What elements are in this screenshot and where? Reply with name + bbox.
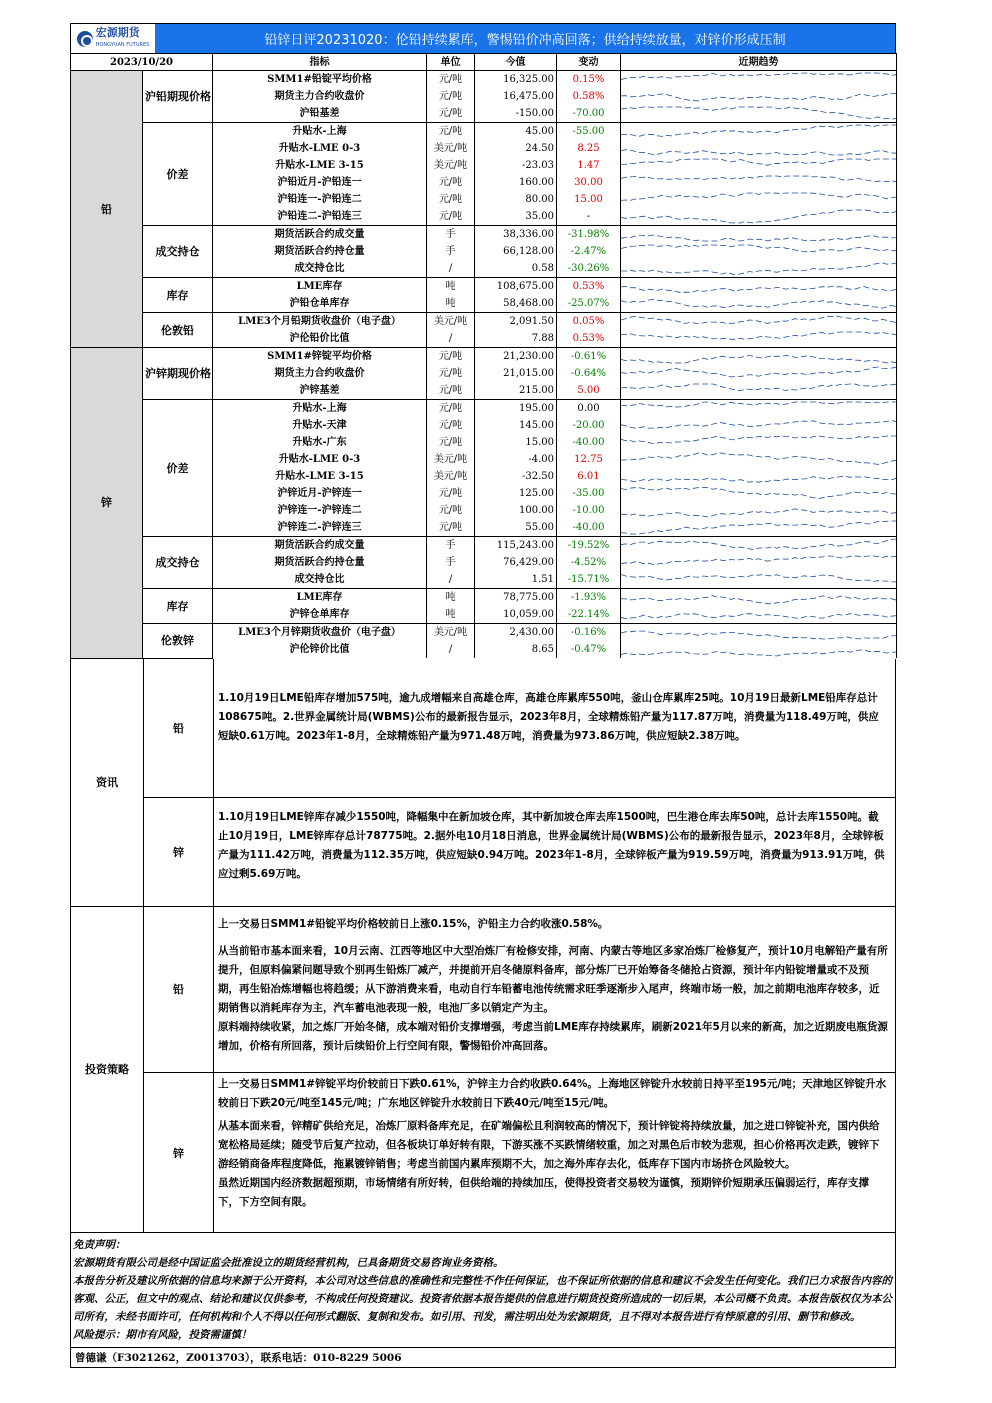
indicator-name: 升贴水-LME 0-3 — [213, 451, 427, 468]
indicator-name: 升贴水-天津 — [213, 417, 427, 434]
trend-cell — [621, 537, 897, 555]
trend-sparkline — [621, 278, 896, 295]
col-trend: 近期趋势 — [621, 54, 897, 71]
news-lead — [143, 659, 895, 797]
trend-sparkline — [621, 260, 896, 277]
trend-sparkline — [621, 140, 896, 157]
logo-name: 宏源期货 — [95, 25, 140, 39]
indicator-unit: 美元/吨 — [427, 624, 475, 642]
indicator-name: SMM1#铅锭平均价格 — [213, 71, 427, 89]
indicator-name: 升贴水-LME 0-3 — [213, 140, 427, 157]
trend-sparkline — [621, 174, 896, 191]
trend-sparkline — [621, 382, 896, 399]
trend-sparkline — [621, 71, 896, 88]
indicator-value: 80.00 — [475, 191, 557, 208]
indicator-change: 0.53% — [557, 330, 621, 348]
trend-cell — [621, 554, 897, 571]
indicator-change: 1.47 — [557, 157, 621, 174]
indicator-value: 58,468.00 — [475, 295, 557, 313]
indicator-name: 沪锌近月-沪锌连一 — [213, 485, 427, 502]
indicator-value: -23.03 — [475, 157, 557, 174]
news-zinc-label: 锌 — [144, 798, 214, 907]
indicator-value: 8.65 — [475, 641, 557, 658]
table-row — [71, 624, 897, 642]
indicator-value: 35.00 — [475, 208, 557, 226]
indicator-value: -150.00 — [475, 105, 557, 123]
indicator-change: -22.14% — [557, 606, 621, 624]
analyst-contact: 曾德谦（F3021262，Z0013703），联系电话：010-8229 5006 — [70, 1348, 896, 1368]
strategy-zinc — [143, 1072, 895, 1233]
indicator-value: 7.88 — [475, 330, 557, 348]
trend-sparkline — [621, 400, 896, 417]
group-label: 成交持仓 — [143, 226, 213, 278]
trend-cell — [621, 105, 897, 123]
indicator-change: -2.47% — [557, 243, 621, 260]
indicator-unit: 元/吨 — [427, 502, 475, 519]
indicator-value: 78,775.00 — [475, 589, 557, 607]
indicator-name: 沪锌连一-沪锌连二 — [213, 502, 427, 519]
trend-sparkline — [621, 537, 896, 554]
indicator-unit: 元/吨 — [427, 417, 475, 434]
table-row — [71, 226, 897, 244]
indicator-name: 升贴水-LME 3-15 — [213, 468, 427, 485]
disclaimer-title: 免责声明： — [73, 1238, 126, 1251]
indicator-unit: 元/吨 — [427, 174, 475, 191]
trend-sparkline — [621, 313, 896, 330]
group-label: 伦敦锌 — [143, 624, 213, 659]
trend-cell — [621, 434, 897, 451]
indicator-unit: 手 — [427, 226, 475, 244]
indicator-value: 125.00 — [475, 485, 557, 502]
indicator-value: 115,243.00 — [475, 537, 557, 555]
strategy-zinc-summary: 上一交易日SMM1#锌锭平均价较前日下跌0.61%，沪锌主力合约收跌0.64%。上海地区锌锭升水较前日持平至195元/吨；天津地区锌锭升水较前日下跌20元/吨至145元/吨；广东地区锌锭升水较前日下跌40元/吨至15元/吨。 — [218, 1077, 887, 1109]
disclaimer-line-1: 宏源期货有限公司是经中国证监会批准设立的期货经营机构，已具备期货交易咨询业务资格。 — [73, 1256, 504, 1269]
indicator-change: -35.00 — [557, 485, 621, 502]
indicator-change: -0.16% — [557, 624, 621, 642]
news-zinc-text: 1.10月19日LME锌库存减少1550吨，降幅集中在新加坡仓库，其中新加坡仓库去库1500吨，巴生港仓库去库50吨，总计去库1550吨。截止10月19日，LME锌库存总计78775吨。2.据外电10月18日消息，世界金属统计局(WBMS)公布的最新报告显示，2023年8月，全球锌板产量为111.42万吨，消费量为112.35万吨，供应短缺0.94万吨。2023年1-8月，全球锌板产量为919.59万吨，消费量为913.91万吨，供应过剩5.69万吨。 — [218, 810, 885, 880]
lead-category-label: 铅 — [71, 71, 143, 348]
trend-cell — [621, 417, 897, 434]
indicator-name: 沪锌连二-沪锌连三 — [213, 519, 427, 537]
trend-sparkline — [621, 226, 896, 243]
indicator-change: -31.98% — [557, 226, 621, 244]
report-date: 2023/10/20 — [71, 54, 213, 71]
indicator-unit: 吨 — [427, 589, 475, 607]
news-label: 资讯 — [71, 659, 143, 906]
trend-cell — [621, 243, 897, 260]
indicator-unit: 美元/吨 — [427, 468, 475, 485]
group-label: 沪锌期现价格 — [143, 348, 213, 400]
trend-cell — [621, 191, 897, 208]
indicator-change: 0.00 — [557, 400, 621, 418]
trend-sparkline — [621, 243, 896, 260]
indicator-change: -40.00 — [557, 519, 621, 537]
report-header — [70, 23, 896, 53]
trend-cell — [621, 641, 897, 658]
table-row — [71, 400, 897, 418]
indicator-name: 沪铅连一-沪铅连二 — [213, 191, 427, 208]
indicator-value: 145.00 — [475, 417, 557, 434]
trend-sparkline — [621, 157, 896, 174]
indicator-unit: 元/吨 — [427, 105, 475, 123]
indicator-value: 10,059.00 — [475, 606, 557, 624]
indicator-change: 5.00 — [557, 382, 621, 400]
strategy-zinc-analysis: 从基本面来看，锌精矿供给充足，冶炼厂原料备库充足，在矿端偏松且利润较高的情况下，预计锌锭将持续放量，加之进口锌锭补充，国内供给宽松格局延续；随受节后复产拉动，但各板块订单好转有限，下游买涨不买跌情绪较重，加之对黑色后市较为悲观，担心价格再次走跌，镀锌下游经销商备库程度降低，拖累镀锌销售；考虑当前国内累库预期不大，加之海外库存去化，低库存下国内市场挤仓风险较大。 — [218, 1119, 880, 1170]
table-row — [71, 537, 897, 555]
report-title: 铅锌日评20231020：伦铅持续累库，警惕铅价冲高回落；供给持续放量，对锌价形成压制 — [155, 24, 895, 53]
trend-sparkline — [621, 485, 896, 502]
table-header-row — [71, 54, 897, 71]
group-label: 库存 — [143, 589, 213, 624]
group-label: 库存 — [143, 278, 213, 313]
disclaimer-line-2: 本报告分析及建议所依据的信息均来源于公开资料，本公司对这些信息的准确性和完整性不作任何保证，也不保证所依据的信息和建议不会发生任何变化。我们已力求报告内容的客观、公正，但文中的观点、结论和建议仅供参考，不构成任何投资建议。投资者依据本报告提供的信息进行期货投资所造成的一切后果，本公司概不负责。本报告版权仅为本公司所有，未经书面许可，任何机构和个人不得以任何形式翻版、复制和发布。如引用、刊发，需注明出处为宏源期货，且不得对本报告进行有悖原意的引用、删节和修改。 — [73, 1274, 892, 1323]
indicator-change: 0.53% — [557, 278, 621, 296]
trend-cell — [621, 468, 897, 485]
trend-cell — [621, 519, 897, 537]
logo-subtitle: HONGYUAN FUTURES — [95, 41, 150, 48]
trend-sparkline — [621, 519, 896, 536]
indicator-value: 21,230.00 — [475, 348, 557, 366]
indicator-name: 沪铅近月-沪铅连一 — [213, 174, 427, 191]
trend-cell — [621, 71, 897, 89]
col-unit: 单位 — [427, 54, 475, 71]
trend-sparkline — [621, 123, 896, 140]
indicator-value: 24.50 — [475, 140, 557, 157]
news-zinc — [143, 797, 895, 907]
indicator-value: 195.00 — [475, 400, 557, 418]
trend-sparkline — [621, 208, 896, 225]
company-logo — [71, 24, 155, 53]
indicator-change: -55.00 — [557, 123, 621, 141]
indicator-value: 1.51 — [475, 571, 557, 589]
indicator-name: 期货主力合约收盘价 — [213, 88, 427, 105]
trend-cell — [621, 278, 897, 296]
trend-cell — [621, 157, 897, 174]
trend-sparkline — [621, 330, 896, 347]
zinc-category-label: 锌 — [71, 348, 143, 659]
indicator-unit: 手 — [427, 554, 475, 571]
trend-sparkline — [621, 624, 896, 641]
indicator-value: 100.00 — [475, 502, 557, 519]
indicator-unit: / — [427, 641, 475, 658]
indicator-value: 76,429.00 — [475, 554, 557, 571]
trend-sparkline — [621, 295, 896, 312]
indicator-name: 升贴水-上海 — [213, 123, 427, 141]
data-table — [70, 53, 897, 659]
indicator-value: 2,091.50 — [475, 313, 557, 331]
indicator-name: 期货主力合约收盘价 — [213, 365, 427, 382]
group-label: 伦敦铅 — [143, 313, 213, 348]
group-label: 沪铅期现价格 — [143, 71, 213, 123]
table-row — [71, 313, 897, 331]
indicator-change: -4.52% — [557, 554, 621, 571]
indicator-name: 沪铅连二-沪铅连三 — [213, 208, 427, 226]
trend-cell — [621, 330, 897, 348]
indicator-change: 8.25 — [557, 140, 621, 157]
group-label: 价差 — [143, 400, 213, 537]
indicator-unit: / — [427, 571, 475, 589]
indicator-change: 30.00 — [557, 174, 621, 191]
indicator-name: 沪铅仓单库存 — [213, 295, 427, 313]
table-row — [71, 348, 897, 366]
indicator-value: 16,325.00 — [475, 71, 557, 89]
strategy-zinc-outlook: 虽然近期国内经济数据超预期，市场情绪有所好转，但供给端的持续加压，使得投资者交易较为谨慎，预期锌价短期承压偏弱运行，库存支撑下，下方空间有限。 — [218, 1176, 869, 1208]
indicator-name: 成交持仓比 — [213, 571, 427, 589]
indicator-change: 0.58% — [557, 88, 621, 105]
indicator-value: 2,430.00 — [475, 624, 557, 642]
indicator-change: -25.07% — [557, 295, 621, 313]
indicator-value: 108,675.00 — [475, 278, 557, 296]
indicator-value: 215.00 — [475, 382, 557, 400]
strategy-lead-outlook: 原料端持续收紧，加之炼厂开始冬储，成本端对铅价支撑增强，考虑当前LME库存持续累库，刷新2021年5月以来的新高，加之近期废电瓶货源增加，价格有所回落，预计后续铅价上行空间有限，警惕铅价冲高回落。 — [218, 1020, 888, 1052]
indicator-name: 期货活跃合约成交量 — [213, 226, 427, 244]
indicator-change: -19.52% — [557, 537, 621, 555]
strategy-label: 投资策略 — [71, 907, 143, 1232]
trend-cell — [621, 485, 897, 502]
trend-cell — [621, 123, 897, 141]
strategy-lead-label: 铅 — [144, 907, 214, 1072]
indicator-change: -0.64% — [557, 365, 621, 382]
trend-sparkline — [621, 191, 896, 208]
indicator-value: 0.58 — [475, 260, 557, 278]
trend-cell — [621, 606, 897, 624]
indicator-value: 66,128.00 — [475, 243, 557, 260]
strategy-lead-analysis: 从当前铅市基本面来看，10月云南、江西等地区中大型冶炼厂有检修安排，河南、内蒙古等地区多家冶炼厂检修复产，预计10月电解铅产量有所提升，但原料偏紧问题导致个别再生铅炼厂减产，并提前开启冬储原料备库，部分炼厂已开始筹备冬储抢占资源，预计年内铅锭增量或不及预期，再生铅冶炼增幅也将趋缓；从下游消费来看，电动自行车铅蓄电池传统需求旺季逐渐步入尾声，终端市场一般，加之前期电池库存较多，近期销售以消耗库存为主，汽车蓄电池表现一般，电池厂多以销定产为主。 — [218, 944, 888, 1014]
indicator-unit: 元/吨 — [427, 123, 475, 141]
indicator-unit: 美元/吨 — [427, 313, 475, 331]
trend-sparkline — [621, 434, 896, 451]
indicator-value: 15.00 — [475, 434, 557, 451]
indicator-name: LME3个月锌期货收盘价（电子盘） — [213, 624, 427, 642]
indicator-name: 升贴水-广东 — [213, 434, 427, 451]
indicator-unit: 美元/吨 — [427, 451, 475, 468]
indicator-change: - — [557, 208, 621, 226]
indicator-name: 成交持仓比 — [213, 260, 427, 278]
table-row — [71, 71, 897, 89]
indicator-value: -32.50 — [475, 468, 557, 485]
indicator-change: -20.00 — [557, 417, 621, 434]
trend-cell — [621, 140, 897, 157]
risk-warning: 风险提示：期市有风险，投资需谨慎！ — [73, 1328, 252, 1341]
indicator-name: 期货活跃合约持仓量 — [213, 243, 427, 260]
indicator-change: -70.00 — [557, 105, 621, 123]
indicator-unit: 元/吨 — [427, 365, 475, 382]
strategy-lead-summary: 上一交易日SMM1#铅锭平均价格较前日上涨0.15%，沪铅主力合约收涨0.58%。 — [218, 917, 609, 930]
indicator-unit: 手 — [427, 243, 475, 260]
trend-cell — [621, 571, 897, 589]
trend-cell — [621, 451, 897, 468]
indicator-name: LME库存 — [213, 278, 427, 296]
indicator-change: 0.05% — [557, 313, 621, 331]
trend-sparkline — [621, 571, 896, 588]
indicator-change: -40.00 — [557, 434, 621, 451]
indicator-change: 0.15% — [557, 71, 621, 89]
col-change: 变动 — [557, 54, 621, 71]
trend-cell — [621, 260, 897, 278]
indicator-change: -15.71% — [557, 571, 621, 589]
indicator-unit: 元/吨 — [427, 382, 475, 400]
trend-cell — [621, 624, 897, 642]
trend-cell — [621, 382, 897, 400]
news-lead-text: 1.10月19日LME铅库存增加575吨，逾九成增幅来自高雄仓库，高雄仓库累库550吨，釜山仓库累库25吨。10月19日最新LME铅库存总计108675吨。2.世界金属统计局(WBMS)公布的最新报告显示，2023年8月，全球精炼铅产量为117.87万吨，消费量为118.49万吨，供应短缺0.61万吨。2023年1-8月，全球精炼铅产量为971.48万吨，消费量为973.86万吨，供应短缺2.38万吨。 — [218, 691, 879, 742]
indicator-unit: 美元/吨 — [427, 140, 475, 157]
indicator-change: -0.61% — [557, 348, 621, 366]
trend-cell — [621, 174, 897, 191]
strategy-lead — [143, 907, 895, 1072]
strategy-zinc-label: 锌 — [144, 1073, 214, 1233]
indicator-unit: 吨 — [427, 606, 475, 624]
news-lead-label: 铅 — [144, 659, 214, 797]
trend-cell — [621, 400, 897, 418]
indicator-unit: / — [427, 330, 475, 348]
trend-cell — [621, 365, 897, 382]
indicator-name: 期货活跃合约成交量 — [213, 537, 427, 555]
indicator-unit: 元/吨 — [427, 88, 475, 105]
group-label: 价差 — [143, 123, 213, 226]
indicator-value: 55.00 — [475, 519, 557, 537]
trend-sparkline — [621, 468, 896, 485]
indicator-change: 12.75 — [557, 451, 621, 468]
indicator-unit: 元/吨 — [427, 208, 475, 226]
trend-cell — [621, 295, 897, 313]
trend-cell — [621, 313, 897, 331]
indicator-value: 38,336.00 — [475, 226, 557, 244]
indicator-unit: 吨 — [427, 295, 475, 313]
logo-icon — [77, 31, 93, 47]
indicator-unit: 元/吨 — [427, 519, 475, 537]
trend-sparkline — [621, 105, 896, 122]
indicator-unit: 元/吨 — [427, 434, 475, 451]
indicator-name: LME3个月铅期货收盘价（电子盘） — [213, 313, 427, 331]
indicator-value: 45.00 — [475, 123, 557, 141]
table-row — [71, 589, 897, 607]
indicator-change: -1.93% — [557, 589, 621, 607]
indicator-change: 6.01 — [557, 468, 621, 485]
indicator-unit: 手 — [427, 537, 475, 555]
strategy-section — [70, 907, 896, 1233]
indicator-name: 期货活跃合约持仓量 — [213, 554, 427, 571]
col-indicator: 指标 — [213, 54, 427, 71]
indicator-change: -0.47% — [557, 641, 621, 658]
indicator-unit: / — [427, 260, 475, 278]
indicator-name: SMM1#锌锭平均价格 — [213, 348, 427, 366]
table-row — [71, 278, 897, 296]
trend-sparkline — [621, 502, 896, 519]
indicator-name: 升贴水-上海 — [213, 400, 427, 418]
trend-cell — [621, 226, 897, 244]
news-section — [70, 659, 896, 907]
trend-sparkline — [621, 365, 896, 382]
trend-sparkline — [621, 554, 896, 571]
trend-sparkline — [621, 606, 896, 623]
trend-sparkline — [621, 589, 896, 606]
indicator-name: LME库存 — [213, 589, 427, 607]
trend-cell — [621, 589, 897, 607]
indicator-unit: 元/吨 — [427, 191, 475, 208]
trend-cell — [621, 348, 897, 366]
indicator-value: 16,475.00 — [475, 88, 557, 105]
group-label: 成交持仓 — [143, 537, 213, 589]
indicator-value: -4.00 — [475, 451, 557, 468]
indicator-unit: 元/吨 — [427, 485, 475, 502]
indicator-value: 21,015.00 — [475, 365, 557, 382]
indicator-value: 160.00 — [475, 174, 557, 191]
indicator-name: 沪锌基差 — [213, 382, 427, 400]
indicator-unit: 元/吨 — [427, 71, 475, 89]
indicator-change: -10.00 — [557, 502, 621, 519]
indicator-unit: 元/吨 — [427, 400, 475, 418]
trend-cell — [621, 502, 897, 519]
indicator-name: 沪铅基差 — [213, 105, 427, 123]
indicator-name: 升贴水-LME 3-15 — [213, 157, 427, 174]
indicator-unit: 美元/吨 — [427, 157, 475, 174]
trend-sparkline — [621, 348, 896, 365]
trend-sparkline — [621, 641, 896, 658]
col-today: 今值 — [475, 54, 557, 71]
indicator-name: 沪锌仓单库存 — [213, 606, 427, 624]
indicator-change: -30.26% — [557, 260, 621, 278]
trend-cell — [621, 208, 897, 226]
indicator-unit: 元/吨 — [427, 348, 475, 366]
trend-sparkline — [621, 451, 896, 468]
indicator-change: 15.00 — [557, 191, 621, 208]
indicator-name: 沪伦锌价比值 — [213, 641, 427, 658]
trend-sparkline — [621, 88, 896, 105]
trend-sparkline — [621, 417, 896, 434]
disclaimer — [70, 1233, 896, 1348]
trend-cell — [621, 88, 897, 105]
indicator-name: 沪伦铅价比值 — [213, 330, 427, 348]
table-row — [71, 123, 897, 141]
indicator-unit: 吨 — [427, 278, 475, 296]
